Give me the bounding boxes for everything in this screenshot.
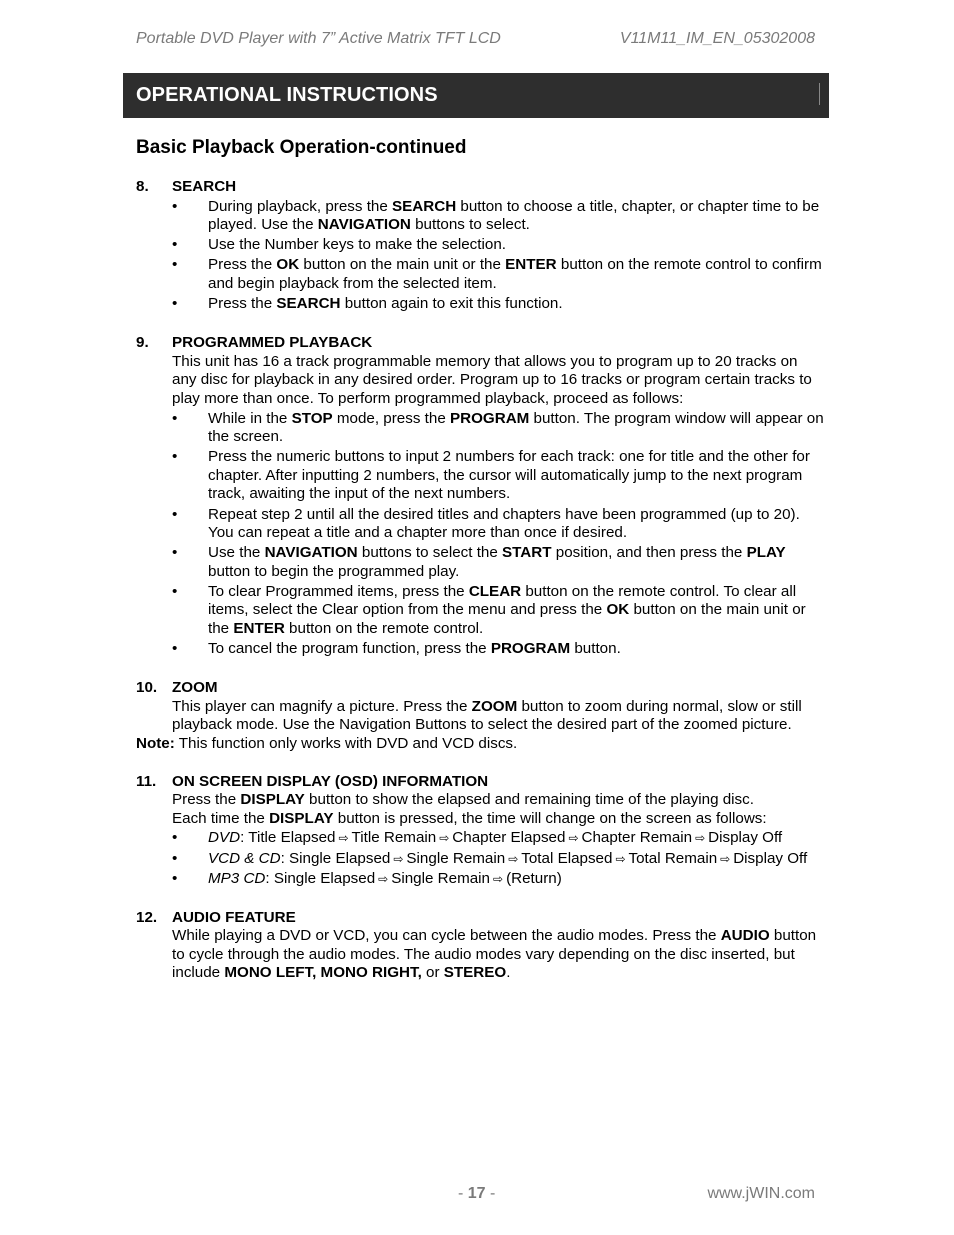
list-item: • DVD: Title Elapsed ⇨ Title Remain ⇨ Chapter Elapsed ⇨ Chapter Remain ⇨ Display Off — [172, 829, 826, 848]
section-heading — [136, 334, 826, 353]
arrow-right-icon: ⇨ — [393, 851, 404, 866]
section-zoom — [136, 679, 826, 753]
list-item: • Press the SEARCH button again to exit this function. — [172, 295, 826, 314]
list-item: • To clear Programmed items, press the CLEAR button on the remote control. To clear all items, select the Clear option from the menu and press the OK button on the main unit or the ENTER button on the remote control. — [172, 583, 826, 639]
arrow-right-icon: ⇨ — [338, 831, 349, 846]
list-item: • Use the Number keys to make the selection. — [172, 236, 826, 255]
section-heading-text: SEARCH — [172, 178, 237, 195]
section-title-bar — [123, 73, 829, 118]
arrow-right-icon: ⇨ — [493, 871, 504, 886]
bullet-list — [172, 829, 826, 888]
paragraph: This player can magnify a picture. Press the ZOOM button to zoom during normal, slow or still playback mode. Use the Navigation Buttons to select the desired part of the zoomed picture. — [172, 697, 802, 734]
section-heading — [136, 679, 826, 698]
subsection-title: Basic Playback Operation-continued — [136, 137, 467, 158]
section-heading-text: AUDIO FEATURE — [172, 908, 296, 926]
list-item: • To cancel the program function, press the PROGRAM button. — [172, 640, 826, 659]
section-heading — [136, 909, 826, 928]
paragraph: While playing a DVD or VCD, you can cycle between the audio modes. Press the AUDIO button to cycle through the audio modes. The audio modes vary depending on the disc inserted, but include MONO LEFT, MONO RIGHT, or STEREO. — [172, 927, 817, 982]
section-search — [136, 178, 826, 314]
note-label: Note: — [136, 735, 175, 753]
paragraph: Press the DISPLAY button to show the elapsed and remaining time of the playing disc. — [172, 791, 754, 809]
section-title: OPERATIONAL INSTRUCTIONS — [136, 84, 438, 106]
header-document-code: V11M11_IM_EN_05302008 — [619, 30, 815, 47]
section-heading — [136, 178, 826, 197]
page-content — [136, 178, 826, 983]
list-item: • During playback, press the SEARCH button to choose a title, chapter, or chapter time to be played. Use the NAVIGATION buttons to select. — [172, 198, 826, 235]
section-number: 12. — [136, 908, 158, 926]
list-item: • Press the numeric buttons to input 2 numbers for each track: one for title and the other for chapter. After inputting 2 numbers, the cursor will automatically jump to the next program track, awaiting the input of the next numbers. — [172, 448, 826, 504]
section-number: 8. — [136, 178, 149, 195]
arrow-right-icon: ⇨ — [378, 871, 389, 886]
arrow-right-icon: ⇨ — [615, 851, 626, 866]
section-heading-text: PROGRAMMED PLAYBACK — [172, 334, 373, 352]
section-audio-feature — [136, 909, 826, 983]
arrow-right-icon: ⇨ — [439, 831, 450, 846]
note: Note: This function only works with DVD and VCD discs. — [136, 735, 518, 753]
list-item: • Repeat step 2 until all the desired titles and chapters have been programmed (up to 20). You can repeat a title and a chapter more than once if desired. — [172, 506, 826, 543]
list-item: • Press the OK button on the main unit or the ENTER button on the remote control to confirm and begin playback from the selected item. — [172, 256, 826, 293]
list-item: • MP3 CD: Single Elapsed ⇨ Single Remain ⇨ (Return) — [172, 870, 826, 889]
page-number: - 17 - — [458, 1185, 496, 1202]
arrow-right-icon: ⇨ — [695, 831, 706, 846]
footer-website: www.jWIN.com — [707, 1185, 815, 1202]
section-number: 10. — [136, 679, 158, 697]
paragraph: Each time the DISPLAY button is pressed, the time will change on the screen as follows: — [172, 809, 767, 827]
section-programmed-playback — [136, 334, 826, 659]
arrow-right-icon: ⇨ — [508, 851, 519, 866]
bullet-list — [172, 410, 826, 659]
title-bar-divider — [819, 83, 820, 105]
arrow-right-icon: ⇨ — [720, 851, 731, 866]
arrow-right-icon: ⇨ — [568, 831, 579, 846]
list-item: • VCD & CD: Single Elapsed ⇨ Single Remain ⇨ Total Elapsed ⇨ Total Remain ⇨ Display Off — [172, 850, 826, 869]
list-item: • Use the NAVIGATION buttons to select the START position, and then press the PLAY button to begin the programmed play. — [172, 544, 826, 581]
list-item: • While in the STOP mode, press the PROGRAM button. The program window will appear on the screen. — [172, 410, 826, 447]
section-number: 11. — [136, 772, 157, 790]
section-heading-text: ZOOM — [172, 679, 218, 697]
section-heading — [136, 773, 826, 792]
section-number: 9. — [136, 334, 149, 352]
bullet-list — [172, 198, 826, 314]
section-osd-information — [136, 773, 826, 889]
paragraph: This unit has 16 a track programmable memory that allows you to program up to 20 tracks on any disc for playback in any desired order. Program up to 16 tracks or program certain tracks to play more than once. To perform programmed playback, proceed as follows: — [172, 352, 812, 407]
section-heading-text: ON SCREEN DISPLAY (OSD) INFORMATION — [172, 772, 489, 790]
header-document-title: Portable DVD Player with 7” Active Matrix TFT LCD — [136, 30, 501, 47]
